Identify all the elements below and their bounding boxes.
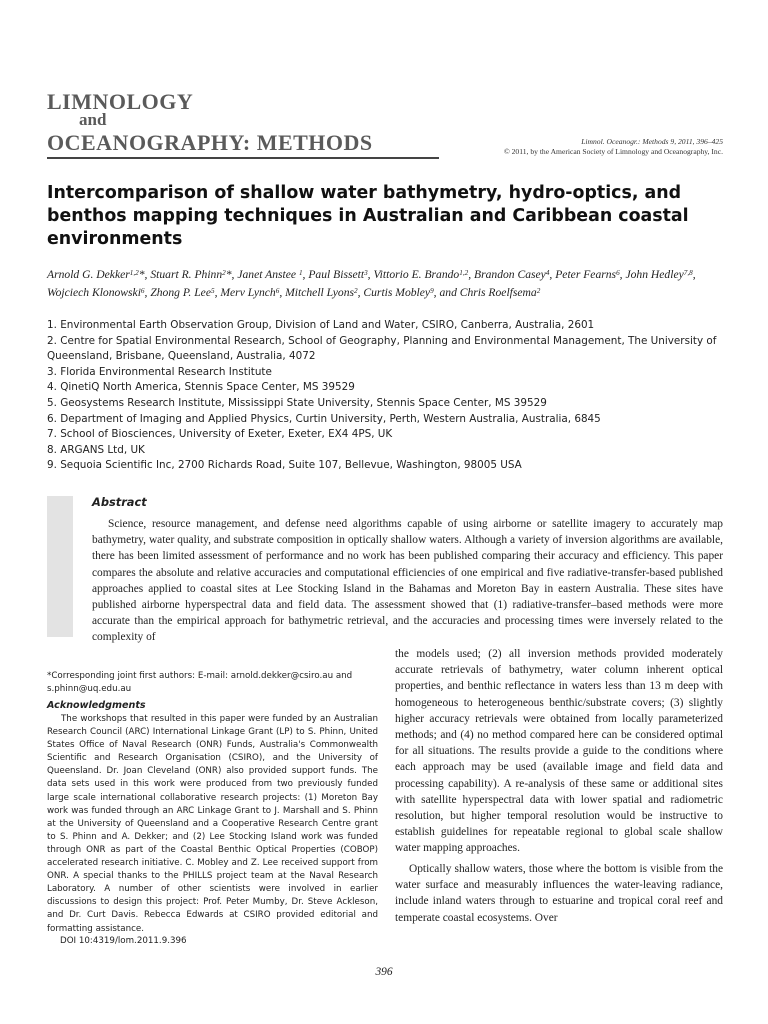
affiliation-item: 8. ARGANS Ltd, UK — [47, 443, 145, 456]
author-affiliation-marker: 6 — [275, 286, 280, 295]
introduction-text: Optically shallow waters, those where the bottom is visible from the water surface and measurably influences the water-leaving radiance, include inland waters through to estuarine and tropical coral reef and temperate coastal ecosystems. Over — [395, 863, 723, 924]
author-separator: , — [468, 268, 475, 281]
doi: DOI 10:4319/lom.2011.9.396 — [60, 936, 187, 946]
author-separator: , — [549, 268, 556, 281]
author-name: Paul Bissett — [308, 268, 365, 281]
author-separator: , — [619, 268, 626, 281]
author-affiliation-marker: 1,2 — [129, 268, 139, 277]
acknowledgments-heading: Acknowledgments — [47, 700, 146, 711]
acknowledgments-text: The workshops that resulted in this paper were funded by an Australian Research Council (ARC) International Linkage Grant (LP) to S. Phinn, United States Office of Naval Research (ONR) Funds, Australia's Commonwealth Scientific and Research Organisation (CSIRO), and the University of Queensland. Dr. Joan Cleveland (ONR) also provided support funds. The data sets used in this work were produced from two previously funded large scale international collaborative research projects: (1) Moreton Bay work was funded through an ARC Linkage Grant to J. Marshall and S. Phinn at the University of Queensland and a Cooperative Research Centre grant to S. Phinn and A. Dekker; and (2) Lee Stocking Island work was funded through ONR as part of the Coastal Benthic Optical Properties (COBOP) accelerated research initiative. C. Mobley and Z. Lee received support from ONR. A special thanks to the PHILLS project team at the Naval Research Laboratory. A number of other scientists were involved in earlier discussions to design this project: Prof. Peter Mumby, Dr. Steve Ackleson, and Dr. Curt Davis. Rebecca Edwards at CSIRO provided editorial and formatting assistance. — [47, 714, 378, 934]
author-list — [47, 266, 727, 301]
author-separator: , — [144, 268, 151, 281]
author-name: Arnold G. Dekker — [47, 268, 130, 281]
author-name: Janet Anstee — [237, 268, 299, 281]
author-separator: , — [144, 285, 151, 299]
affiliation-item: 9. Sequoia Scientific Inc, 2700 Richards Road, Suite 107, Bellevue, Washington, 98005 USA — [47, 459, 522, 472]
abstract-heading: Abstract — [92, 495, 147, 509]
masthead-rule — [47, 157, 439, 159]
author-affiliation-marker: 7,8 — [683, 268, 693, 277]
author-name: Wojciech Klonowski — [47, 285, 141, 299]
abstract-side-bar — [47, 496, 73, 637]
journal-name-line2: OCEANOGRAPHY: METHODS — [47, 130, 373, 155]
author-separator: , — [302, 268, 309, 281]
affiliation-item: 2. Centre for Spatial Environmental Research, School of Geography, Planning and Environmental Management, The University of Queensland, Brisbane, Queensland, Australia, 4072 — [47, 334, 717, 363]
author-affiliation-marker: 2 — [222, 268, 226, 277]
author-affiliation-marker: 6 — [140, 286, 145, 295]
author-affiliation-marker: 4 — [545, 268, 550, 277]
author-affiliation-marker: 1 — [298, 268, 303, 277]
affiliation-item: 3. Florida Environmental Research Institute — [47, 365, 272, 378]
affiliation-item: 1. Environmental Earth Observation Group, Division of Land and Water, CSIRO, Canberra, Australia, 2601 — [47, 319, 595, 331]
author-separator: , — [433, 285, 440, 299]
journal-citation: Limnol. Oceanogr.: Methods 9, 2011, 396–425 — [581, 137, 723, 146]
page-number: 396 — [375, 966, 393, 978]
author-name: Brandon Casey — [474, 268, 546, 281]
affiliation-item: 4. QinetiQ North America, Stennis Space Center, MS 39529 — [47, 381, 355, 394]
author-name: Merv Lynch — [220, 285, 276, 299]
author-separator: , — [279, 285, 286, 299]
corresponding-author-mark: * — [225, 268, 232, 281]
author-name: John Hedley — [625, 268, 684, 281]
copyright-notice: © 2011, by the American Society of Limnology and Oceanography, Inc. — [503, 147, 723, 156]
author-separator: , — [367, 268, 374, 281]
author-name: Vittorio E. Brando — [373, 268, 460, 281]
affiliation-item: 5. Geosystems Research Institute, Mississippi State University, Stennis Space Center, MS 39529 — [47, 396, 547, 409]
author-name: Mitchell Lyons — [285, 285, 355, 299]
affiliation-item: 7. School of Biosciences, University of Exeter, Exeter, EX4 4PS, UK — [47, 428, 393, 441]
author-affiliation-marker: 2 — [536, 286, 541, 295]
abstract-text-part1: Science, resource management, and defense need algorithms capable of using airborne or satellite imagery to accurately map bathymetry, water quality, and substrate composition in optically shallow waters. Although a variety of inversion algorithms are available, there has been limited assessment of performance and no work has been published comparing their accuracy and efficiency. This paper compares the absolute and relative accuracies and computational efficiencies of one empirical and five radiative-transfer-based published approaches applied to coastal sites at Lee Stocking Island in the Bahamas and Moreton Bay in eastern Australia. These sites have published airborne hyperspectral data and field data. The assessment showed that (1) radiative-transfer–based methods were more accurate than the empirical approach for bathymetric retrieval, and the accuracies and processing times were inversely related to the complexity of — [92, 518, 723, 644]
author-name: and Chris Roelfsema — [439, 285, 537, 299]
author-affiliation-marker: 6 — [616, 268, 620, 277]
corresponding-author-mark: * — [138, 268, 145, 281]
author-affiliation-marker: 1,2 — [459, 268, 469, 277]
author-name: Stuart R. Phinn — [150, 268, 223, 281]
author-affiliation-marker: 5 — [210, 286, 215, 295]
author-name: Zhong P. Lee — [150, 285, 211, 299]
author-separator: , — [357, 285, 364, 299]
author-name: Peter Fearns — [555, 268, 617, 281]
author-affiliation-marker: 9 — [430, 286, 434, 295]
author-separator: , — [692, 268, 696, 281]
journal-name-and: and — [79, 110, 107, 129]
author-separator: , — [214, 285, 221, 299]
journal-name-line1: LIMNOLOGY — [47, 89, 194, 114]
article-title: Intercomparison of shallow water bathymetry, hydro-optics, and benthos mapping techniques in Australian and Caribbean coastal environments — [47, 183, 689, 249]
affiliation-item: 6. Department of Imaging and Applied Physics, Curtin University, Perth, Western Australia, Australia, 6845 — [47, 412, 601, 425]
author-name: Curtis Mobley — [363, 285, 431, 299]
corresponding-author-footnote: *Corresponding joint first authors: E-mail: arnold.dekker@csiro.au and s.phinn@uq.edu.au — [47, 671, 353, 695]
author-affiliation-marker: 2 — [354, 286, 358, 295]
abstract-text-part2: the models used; (2) all inversion methods provided moderately accurate retrievals of bathymetry, water column inherent optical properties, and benthic reflectance in waters less than 13 m deep with homogeneous to heterogeneous benthic/substrate covers; (3) slightly higher accuracy retrievals were obtained from locally parameterized methods; and (4) no method compared here can be considered optimal for all situations. The results provide a guide to the conditions where each approach may be used (available image and field data and processing capability). A re-analysis of these same or additional sites with satellite hyperspectral data with lower spatial and radiometric resolution, but higher temporal resolution would be instructive to establish guidelines for repeatable regional to global scale shallow water mapping approaches. — [395, 648, 723, 855]
affiliation-list — [47, 318, 727, 474]
author-affiliation-marker: 3 — [364, 268, 368, 277]
author-separator: , — [231, 268, 238, 281]
